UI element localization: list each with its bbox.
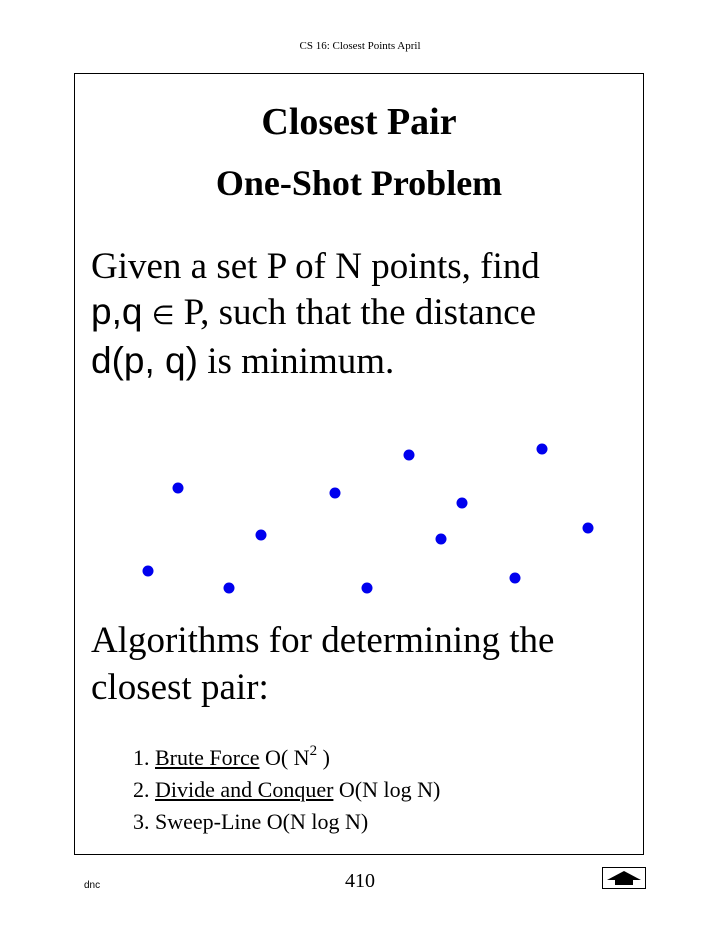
slide-subtitle: One-Shot Problem xyxy=(215,163,503,203)
algorithm-text: Sweep-Line O(N log N) xyxy=(155,809,369,834)
problem-line-3: is minimum. xyxy=(197,341,395,382)
exponent: 2 xyxy=(309,743,318,759)
point xyxy=(256,530,267,541)
problem-line-2: P, such that the distance xyxy=(174,292,537,333)
point xyxy=(173,483,184,494)
slide-frame xyxy=(74,73,644,855)
slide-title: Closest Pair xyxy=(261,101,457,143)
complexity: O( N xyxy=(259,745,310,770)
algorithm-name: Brute Force xyxy=(155,745,260,770)
point xyxy=(457,498,468,509)
point xyxy=(510,573,521,584)
up-arrow-icon xyxy=(606,870,642,886)
point xyxy=(330,488,341,499)
algorithms-heading: Algorithms for determining the closest pair: xyxy=(91,620,555,708)
point xyxy=(224,583,235,594)
list-item xyxy=(133,774,440,806)
element-of-symbol: ∈ xyxy=(151,301,175,330)
point xyxy=(362,583,373,594)
algorithm-name: Divide and Conquer xyxy=(155,777,334,802)
complexity: O(N log N) xyxy=(333,777,441,802)
item-number: 3. xyxy=(133,809,155,834)
point xyxy=(537,444,548,455)
page-header: CS 16: Closest Points April xyxy=(299,40,421,52)
page-number: 410 xyxy=(345,870,375,892)
point-set xyxy=(143,444,594,594)
problem-line-1: Given a set P of N points, find xyxy=(91,246,540,287)
algorithms-list xyxy=(133,742,440,838)
footer-label: dnc xyxy=(84,880,101,891)
point xyxy=(436,534,447,545)
point-set-plot xyxy=(75,74,645,856)
point xyxy=(143,566,154,577)
complexity-close: ) xyxy=(317,745,330,770)
list-item xyxy=(133,806,440,838)
distance-function: d(p, q) xyxy=(91,340,198,381)
list-item xyxy=(133,742,440,774)
item-number: 1. xyxy=(133,745,155,770)
nav-up-button[interactable] xyxy=(602,867,646,889)
item-number: 2. xyxy=(133,777,155,802)
point xyxy=(583,523,594,534)
pq-variables: p,q xyxy=(91,291,143,332)
point xyxy=(404,450,415,461)
